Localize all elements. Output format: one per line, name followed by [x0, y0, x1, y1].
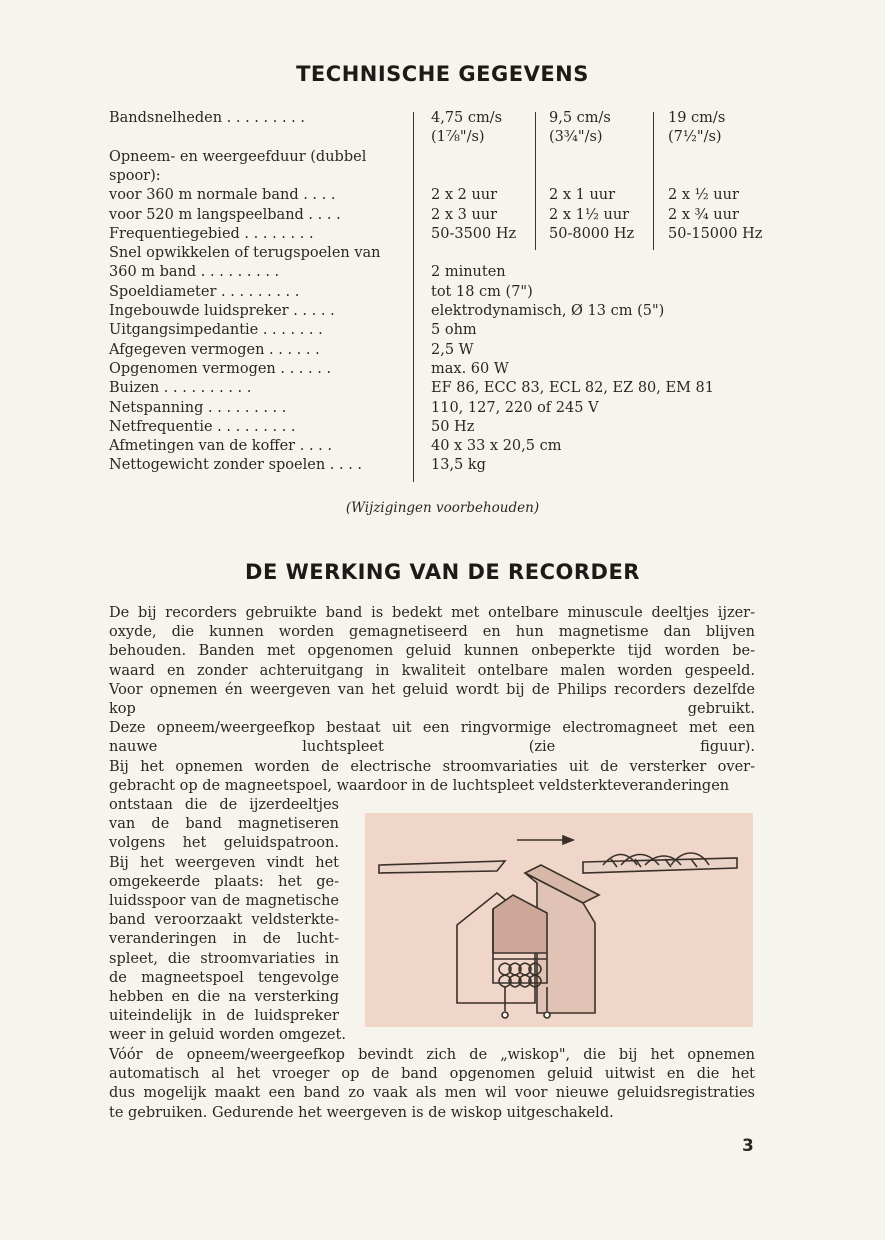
table-divider-2	[535, 112, 536, 250]
spec-value-1: tot 18 cm (7")	[431, 283, 533, 300]
body-text-top	[109, 604, 755, 796]
spec-row	[0, 167, 885, 186]
section-title-working: DE WERKING VAN DE RECORDER	[245, 560, 640, 584]
text-line: dus mogelijk maakt een band zo vaak als men wil voor nieuwe geluidsregistraties	[109, 1085, 755, 1102]
spec-row	[0, 225, 885, 244]
spec-value-2: 2 x 1 uur	[549, 187, 616, 204]
spec-value-1: EF 86, ECC 83, ECL 82, EZ 80, EM 81	[431, 380, 714, 397]
tape-right	[583, 858, 737, 873]
spec-label: Spoeldiameter . . . . . . . . .	[109, 283, 300, 300]
text-line: Deze opneem/weergeefkop bestaat uit een ringvormige electromagneet met een	[109, 720, 755, 737]
text-line: automatisch al het vroeger op de band opgenomen geluid uitwist en die het	[109, 1066, 755, 1083]
text-line: weer in geluid worden omgezet.	[109, 1027, 346, 1044]
spec-label: 360 m band . . . . . . . . .	[109, 264, 280, 281]
spec-value-3: 2 x ¾ uur	[668, 206, 739, 223]
text-line: gebracht op de magneetspoel, waardoor in de luchtspleet veldsterkteveranderingen	[109, 777, 730, 794]
spec-value-2: (3¾"/s)	[549, 129, 603, 146]
spec-value-1: 2 x 2 uur	[431, 187, 498, 204]
spec-row	[0, 379, 885, 398]
text-line: spleet, die stroomvariaties in	[109, 950, 339, 967]
spec-row	[0, 283, 885, 302]
spec-row	[0, 341, 885, 360]
text-line: Bij het weergeven vindt het	[109, 854, 339, 871]
text-line: Bij het opnemen worden de electrische stroomvariaties uit de versterker over-	[109, 758, 755, 775]
terminal-left	[502, 1012, 508, 1018]
page-number: 3	[742, 1136, 754, 1156]
spec-value-1: 5 ohm	[431, 322, 477, 339]
spec-label: Opgenomen vermogen . . . . . .	[109, 360, 332, 377]
spec-value-2: 50-8000 Hz	[549, 225, 635, 242]
spec-label: Bandsnelheden . . . . . . . . .	[109, 110, 306, 126]
spec-value-3: 2 x ½ uur	[668, 187, 739, 204]
spec-value-1: 50 Hz	[431, 418, 475, 435]
text-line: Vóór de opneem/weergeefkop bevindt zich de „wiskop", die bij het opnemen	[109, 1047, 755, 1063]
text-line: de magneetspoel tengevolge	[109, 969, 339, 986]
spec-label: Buizen . . . . . . . . . .	[109, 380, 252, 397]
section-title-technical: TECHNISCHE GEGEVENS	[296, 62, 589, 86]
spec-label: Afmetingen van de koffer . . . .	[109, 438, 332, 455]
tape-left	[379, 861, 505, 873]
spec-row	[0, 360, 885, 379]
text-line: Voor opnemen én weergeven van het geluid wordt bij de Philips recorders dezelfde	[109, 681, 755, 698]
spec-value-2: 2 x 1½ uur	[549, 206, 630, 223]
spec-label: Opneem- en weergeefduur (dubbel	[109, 148, 367, 165]
spec-value-1: 110, 127, 220 of 245 V	[431, 399, 599, 416]
table-divider-3	[653, 112, 654, 250]
spec-label: Snel opwikkelen of terugspoelen van	[109, 245, 381, 262]
text-line: behouden. Banden met opgenomen geluid kunnen onbeperkte tijd worden be-	[109, 643, 755, 660]
spec-label: Nettogewicht zonder spoelen . . . .	[109, 457, 363, 474]
spec-value-1: 4,75 cm/s	[431, 110, 503, 126]
text-line: kop gebruikt.	[109, 700, 755, 717]
spec-label: voor 520 m langspeelband . . . .	[109, 206, 341, 223]
text-line: luidsspoor van de magnetische	[109, 892, 339, 909]
spec-value-1: 13,5 kg	[431, 457, 486, 474]
terminal-right	[544, 1012, 550, 1018]
spec-row	[0, 456, 885, 475]
spec-label: spoor):	[109, 167, 161, 184]
text-line: veranderingen in de lucht-	[109, 931, 339, 948]
text-line: De bij recorders gebruikte band is bedekt met ontelbare minuscule deeltjes ijzer-	[109, 605, 755, 621]
spec-row	[0, 263, 885, 282]
text-line: uiteindelijk in de luidspreker	[109, 1008, 339, 1025]
spec-row	[0, 302, 885, 321]
spec-value-1: max. 60 W	[431, 360, 509, 377]
text-line: van de band magnetiseren	[109, 816, 339, 833]
spec-label: Afgegeven vermogen . . . . . .	[109, 341, 320, 358]
text-line: oxyde, die kunnen worden gemagnetiseerd en hun magnetisme dan blijven	[109, 624, 755, 641]
changes-reserved-note: (Wijzigingen voorbehouden)	[345, 500, 540, 516]
recording-head-figure	[365, 813, 753, 1027]
spec-label: Frequentiegebied . . . . . . . .	[109, 225, 314, 242]
spec-value-1: (1⅞"/s)	[431, 129, 485, 146]
spec-value-2: 9,5 cm/s	[549, 110, 611, 126]
spec-row	[0, 244, 885, 263]
spec-value-1: 2 x 3 uur	[431, 206, 498, 223]
text-line: omgekeerde plaats: het ge-	[109, 873, 339, 890]
spec-row	[0, 148, 885, 167]
recording-head-diagram	[365, 813, 753, 1027]
body-text-bottom	[109, 1046, 755, 1123]
spec-value-1: 40 x 33 x 20,5 cm	[431, 438, 562, 455]
spec-row	[0, 128, 885, 147]
spec-row	[0, 399, 885, 418]
table-divider-1	[413, 112, 414, 482]
text-line: ontstaan die de ijzerdeeltjes	[109, 797, 339, 813]
text-line: waard en zonder achteruitgang in kwaliteit ontelbare malen worden gespeeld.	[109, 662, 755, 679]
text-line: te gebruiken. Gedurende het weergeven is de wiskop uitgeschakeld.	[109, 1104, 614, 1121]
spec-value-3: 19 cm/s	[668, 110, 726, 126]
spec-value-3: 50-15000 Hz	[668, 225, 763, 242]
spec-value-1: elektrodynamisch, Ø 13 cm (5")	[431, 303, 665, 319]
spec-value-1: 2,5 W	[431, 341, 474, 358]
spec-label: Ingebouwde luidspreker . . . . .	[109, 303, 335, 319]
spec-value-3: (7½"/s)	[668, 129, 722, 146]
arrow-head	[563, 836, 573, 844]
spec-row	[0, 437, 885, 456]
spec-row	[0, 186, 885, 205]
spec-label: Netfrequentie . . . . . . . . .	[109, 418, 296, 435]
spec-label: Uitgangsimpedantie . . . . . . .	[109, 322, 323, 339]
text-line: hebben en die na versterking	[109, 988, 339, 1005]
text-line: band veroorzaakt veldsterkte-	[109, 912, 339, 929]
spec-label: voor 360 m normale band . . . .	[109, 187, 336, 204]
spec-value-1: 2 minuten	[431, 264, 506, 281]
spec-label: Netspanning . . . . . . . . .	[109, 399, 287, 416]
spec-row	[0, 109, 885, 128]
spec-row	[0, 321, 885, 340]
spec-row	[0, 206, 885, 225]
spec-value-1: 50-3500 Hz	[431, 225, 517, 242]
spec-row	[0, 418, 885, 437]
text-line: nauwe luchtspleet (zie figuur).	[109, 739, 755, 756]
body-text-wrap	[109, 796, 346, 1045]
text-line: volgens het geluidspatroon.	[109, 835, 339, 852]
